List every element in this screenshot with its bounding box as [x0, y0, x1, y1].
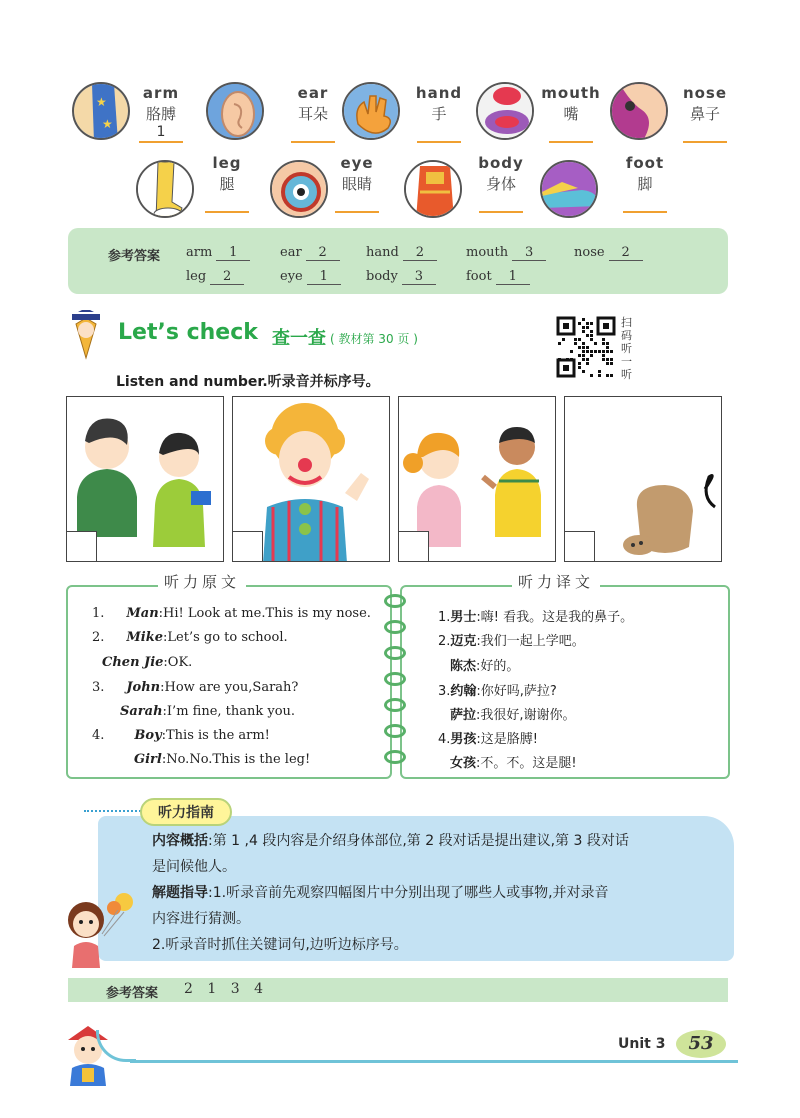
speaker: 男孩: [450, 732, 477, 747]
speaker: 迈克: [450, 634, 477, 649]
qr-caption: 扫码听一听: [621, 316, 632, 381]
utterance: :Hi! Look at me.This is my nose.: [158, 606, 371, 621]
dotted-connector: [84, 810, 144, 812]
answer-pair: [186, 245, 250, 261]
utterance: :Let’s go to school.: [163, 630, 288, 645]
word-en: hand: [415, 84, 463, 102]
picture-frame-1: [66, 396, 224, 562]
leg-picture: [136, 160, 194, 218]
nose-picture: [610, 82, 668, 140]
line-num: 4.: [438, 732, 451, 747]
eye-picture: [270, 160, 328, 218]
word-en: body: [478, 154, 524, 172]
ring-binding: [384, 672, 406, 686]
speaker: Sarah: [120, 704, 163, 719]
pair-word: foot: [466, 269, 492, 284]
word-answer[interactable]: [670, 124, 740, 140]
arm-picture: [72, 82, 130, 140]
answer-pair: [280, 269, 341, 285]
body-picture: [404, 160, 462, 218]
listening-guide-tag: 听力指南: [140, 798, 232, 826]
hand-picture: [342, 82, 400, 140]
mouth-picture: [476, 82, 534, 140]
speaker: 女孩: [450, 756, 477, 771]
transcript-title: 听力原文: [158, 571, 246, 592]
line-num: 2.: [92, 630, 105, 645]
word-en: foot: [625, 154, 665, 172]
translation-line: [450, 752, 577, 771]
answer-key-2-label: 参考答案: [106, 986, 159, 1001]
word-en: ear: [297, 84, 329, 102]
utterance: :This is the arm!: [161, 728, 270, 743]
ring-binding: [384, 594, 406, 608]
picture-frame-4: [564, 396, 722, 562]
answer-line: [335, 211, 379, 213]
translation-line: [450, 704, 576, 723]
speaker: Mike: [126, 630, 164, 645]
line-num: 3.: [92, 680, 105, 695]
answer-pair: [366, 269, 436, 285]
answer-line: [549, 141, 593, 143]
pair-value: 2: [609, 245, 643, 261]
ring-binding: [384, 698, 406, 712]
translation-line: [438, 630, 585, 649]
word-zh: 脚: [637, 175, 653, 193]
word-answer[interactable]: [610, 194, 680, 210]
utterance: :How are you,Sarah?: [160, 680, 299, 695]
instruction-text: Listen and number.听录音并标序号。: [116, 374, 380, 390]
pair-value: 2: [306, 245, 340, 261]
speaker: 约翰: [450, 684, 477, 699]
answer-pair: [186, 269, 244, 285]
utterance: :No.No.This is the leg!: [161, 752, 311, 767]
speaker: Chen Jie: [102, 655, 164, 670]
ring-binding: [384, 646, 406, 660]
word-en: eye: [340, 154, 374, 172]
summary-label: 内容概括: [152, 833, 208, 849]
utterance: :OK.: [163, 655, 193, 670]
answer-line: [683, 141, 727, 143]
translation-title: 听力译文: [512, 571, 600, 592]
pair-word: nose: [574, 245, 605, 260]
answer-pair: [574, 245, 643, 261]
answer-line: [291, 141, 335, 143]
transcript-line: [92, 680, 298, 695]
answer-line: [205, 211, 249, 213]
qr-code-icon[interactable]: [556, 316, 616, 378]
vocab-leg: [192, 154, 262, 213]
speaker: 男士: [450, 610, 477, 625]
answer-line: [417, 141, 461, 143]
page-number: 53: [676, 1030, 726, 1058]
pair-word: mouth: [466, 245, 509, 260]
translation-line: [450, 655, 519, 674]
word-zh: 腿: [219, 175, 235, 193]
word-zh: 鼻子: [689, 105, 720, 123]
transcript-line: [102, 655, 192, 670]
line-num: 1.: [92, 606, 105, 621]
word-en: nose: [682, 84, 728, 102]
pair-value: 1: [496, 269, 530, 285]
utterance: :我很好,谢谢你。: [476, 708, 576, 723]
answer-key-2: [68, 978, 728, 1002]
utterance: :嗨! 看我。这是我的鼻子。: [476, 610, 634, 625]
pencil-mascot-icon: [64, 310, 110, 364]
word-en: leg: [212, 154, 242, 172]
line-num: 1.: [438, 610, 451, 625]
pair-word: arm: [186, 245, 213, 260]
answer-pair: [280, 245, 340, 261]
word-answer[interactable]: [278, 124, 348, 140]
footer-line: [130, 1060, 738, 1063]
word-zh: 眼睛: [341, 175, 372, 193]
vocab-arm: [126, 84, 196, 143]
word-answer[interactable]: [192, 194, 262, 210]
word-en: mouth: [541, 84, 601, 102]
speaker: 萨拉: [450, 708, 477, 723]
speaker: Girl: [134, 752, 162, 767]
summary-text: :第 1 ,4 段内容是介绍身体部位,第 2 段对话是提出建议,第 3 段对话: [208, 833, 629, 849]
answer-pair: [466, 245, 546, 261]
picture-frame-3: [398, 396, 556, 562]
answer-key-label: 参考答案: [108, 249, 161, 264]
word-en: arm: [142, 84, 180, 102]
guide-summary-2: 是问候他人。: [152, 859, 236, 875]
speaker: Man: [126, 606, 159, 621]
ring-binding: [384, 620, 406, 634]
svg-text:★: ★: [102, 117, 113, 131]
vocab-nose: [670, 84, 740, 143]
pair-value: 3: [512, 245, 546, 261]
utterance: :好的。: [476, 659, 520, 674]
word-answer[interactable]: [536, 124, 606, 140]
vocab-eye: [322, 154, 392, 213]
word-answer[interactable]: 1: [156, 124, 166, 140]
word-zh: 身体: [485, 175, 516, 193]
answer-pair: [366, 245, 437, 261]
textbook-page-ref: ( 教材第 30 页 ): [330, 332, 418, 346]
pair-word: eye: [280, 269, 303, 284]
pair-value: 3: [402, 269, 436, 285]
answer-key-box: [68, 228, 728, 294]
pair-value: 2: [210, 269, 244, 285]
girl-with-balloons-icon: [62, 888, 142, 974]
line-num: 2.: [438, 634, 451, 649]
guide-tip-2: 内容进行猜测。: [152, 911, 250, 927]
ring-binding: [384, 750, 406, 764]
pair-value: 2: [403, 245, 437, 261]
line-num: 3.: [438, 684, 451, 699]
number-box[interactable]: [399, 531, 429, 561]
speaker: Boy: [134, 728, 162, 743]
word-answer[interactable]: [466, 194, 536, 210]
foot-picture: [540, 160, 598, 218]
word-answer[interactable]: [404, 124, 474, 140]
utterance: :不。不。这是腿!: [476, 756, 577, 771]
vocab-body: [466, 154, 536, 213]
utterance: :我们一起上学吧。: [476, 634, 585, 649]
translation-line: [438, 680, 557, 699]
word-zh: 耳朵: [297, 105, 328, 123]
pair-value: 1: [307, 269, 341, 285]
pair-word: ear: [280, 245, 302, 260]
transcript-line: [92, 630, 288, 645]
speaker: 陈杰: [450, 659, 477, 674]
translation-line: [438, 606, 633, 625]
utterance: :I’m fine, thank you.: [162, 704, 296, 719]
guide-tip-3: 2.听录音时抓住关键词句,边听边标序号。: [152, 937, 408, 953]
vocab-hand: [404, 84, 474, 143]
answer-line: [139, 141, 183, 143]
line-num: 4.: [92, 728, 105, 743]
transcript-line: [92, 606, 371, 621]
number-box[interactable]: [565, 531, 595, 561]
transcript-line: [92, 728, 270, 743]
pair-word: hand: [366, 245, 399, 260]
utterance: :这是胳膊!: [476, 732, 539, 747]
ring-binding: [384, 724, 406, 738]
word-zh: 手: [431, 105, 447, 123]
number-box[interactable]: [67, 531, 97, 561]
vocab-mouth: [536, 84, 606, 143]
picture-frame-2: [232, 396, 390, 562]
pair-value: 1: [216, 245, 250, 261]
lets-check-title: Let’s check: [118, 320, 258, 345]
tip-label: 解题指导: [152, 885, 208, 901]
tip-text: :1.听录音前先观察四幅图片中分别出现了哪些人或事物,并对录音: [208, 885, 609, 901]
ear-picture: [206, 82, 264, 140]
answer-pair: [466, 269, 530, 285]
unit-label: Unit 3: [618, 1036, 666, 1052]
lets-check-zh-title: 查一查: [272, 328, 326, 349]
answer-line: [623, 211, 667, 213]
answer-key-2-values: 2 1 3 4: [184, 981, 263, 997]
vocab-ear: [278, 84, 348, 143]
transcript-line: [120, 704, 295, 719]
pair-word: body: [366, 269, 398, 284]
utterance: :你好吗,萨拉?: [476, 684, 557, 699]
number-box[interactable]: [233, 531, 263, 561]
transcript-line: [134, 752, 310, 767]
speaker: John: [126, 680, 161, 695]
word-answer[interactable]: [322, 194, 392, 210]
pair-word: leg: [186, 269, 207, 284]
word-zh: 胳膊: [145, 105, 176, 123]
answer-line: [479, 211, 523, 213]
word-zh: 嘴: [563, 105, 579, 123]
guide-tip-1: [152, 882, 609, 902]
guide-summary-1: [152, 830, 629, 850]
svg-text:★: ★: [96, 95, 107, 109]
vocab-foot: [610, 154, 680, 213]
translation-line: [438, 728, 538, 747]
